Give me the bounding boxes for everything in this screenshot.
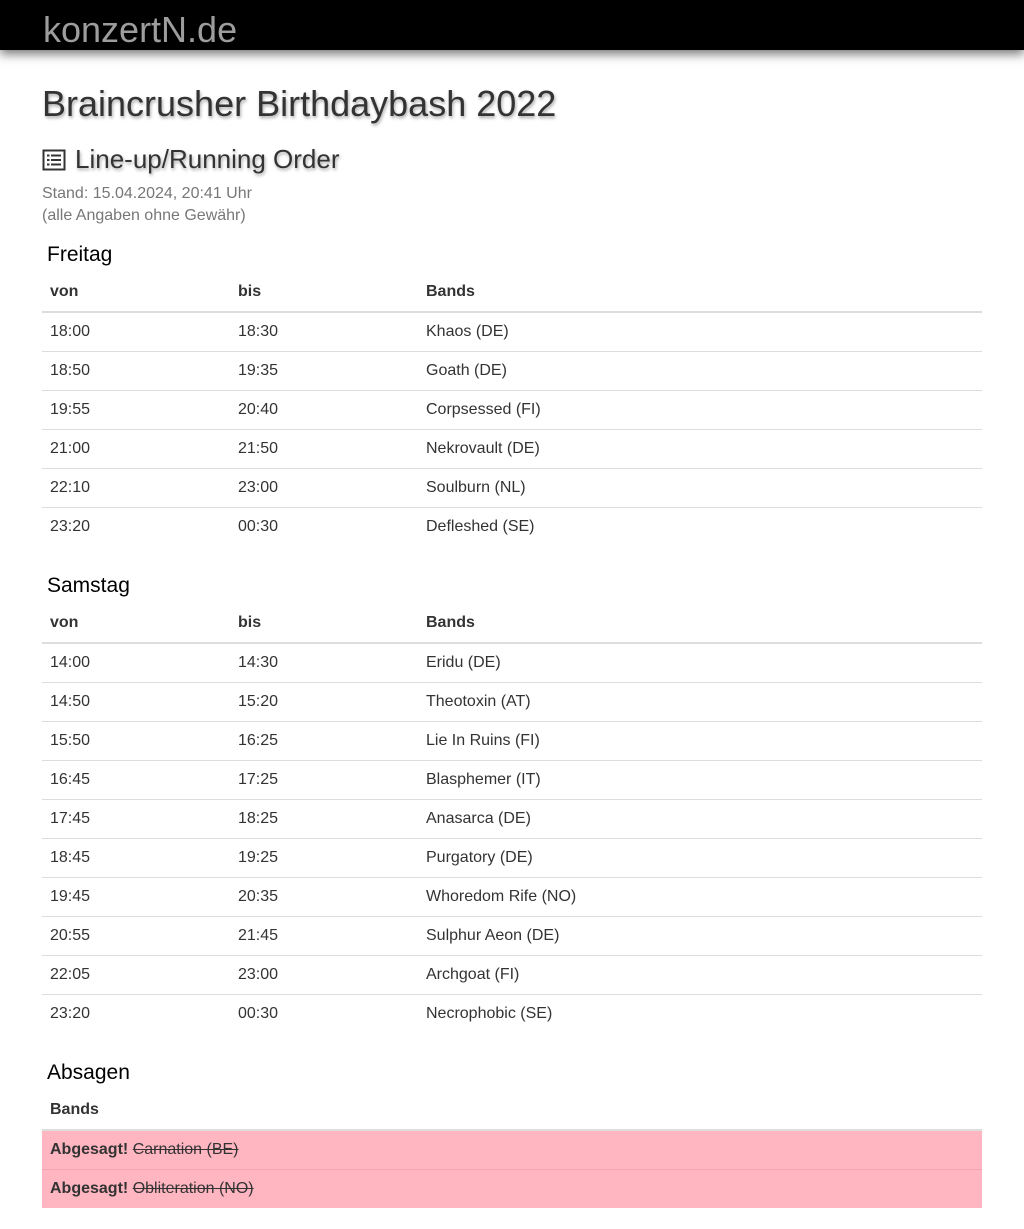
start-time: 15:50 <box>42 721 230 760</box>
end-time: 16:25 <box>230 721 418 760</box>
cancelled-cell <box>42 1169 982 1208</box>
column-header-bis: bis <box>230 272 418 312</box>
disclaimer: (alle Angaben ohne Gewähr) <box>42 207 246 224</box>
schedule-table-samstag <box>42 603 982 1033</box>
end-time: 23:00 <box>230 955 418 994</box>
band-name: Anasarca (DE) <box>418 799 982 838</box>
band-name: Corpsessed (FI) <box>418 390 982 429</box>
table-row <box>42 799 982 838</box>
band-name: Nekrovault (DE) <box>418 429 982 468</box>
column-header-bis: bis <box>230 603 418 643</box>
table-row <box>42 721 982 760</box>
start-time: 22:10 <box>42 468 230 507</box>
schedule-table-freitag <box>42 272 982 546</box>
start-time: 18:00 <box>50 322 91 340</box>
cancelled-row <box>42 1130 982 1169</box>
table-header-row <box>42 1090 982 1130</box>
section-title: Line-up/Running Order <box>75 144 340 174</box>
band-name: Goath (DE) <box>418 351 982 390</box>
start-time: 23:20 <box>42 994 230 1033</box>
band-name: Theotoxin (AT) <box>418 682 982 721</box>
band-name: Purgatory (DE) <box>418 838 982 877</box>
day-heading-freitag: Freitag <box>47 243 113 266</box>
start-time: 16:45 <box>42 760 230 799</box>
column-header-bands: Bands <box>42 1090 982 1130</box>
list-alt-icon <box>42 148 66 172</box>
table-row <box>42 390 982 429</box>
table-row <box>42 507 982 546</box>
start-time: 18:50 <box>42 351 230 390</box>
end-time: 23:00 <box>230 468 418 507</box>
band-name: Lie In Ruins (FI) <box>418 721 982 760</box>
end-time: 20:40 <box>230 390 418 429</box>
end-time: 21:45 <box>230 916 418 955</box>
cancelled-cell <box>42 1130 982 1169</box>
band-name: Eridu (DE) <box>426 653 501 671</box>
table-row <box>42 682 982 721</box>
end-time: 20:35 <box>230 877 418 916</box>
end-time: 18:25 <box>230 799 418 838</box>
table-row <box>42 643 982 682</box>
band-name: Blasphemer (IT) <box>418 760 982 799</box>
end-time: 00:30 <box>230 994 418 1033</box>
band-name: Archgoat (FI) <box>418 955 982 994</box>
section-heading <box>42 142 340 176</box>
cancelled-row <box>42 1169 982 1208</box>
column-header-von: von <box>42 603 230 643</box>
end-time: 17:25 <box>230 760 418 799</box>
band-name: Whoredom Rife (NO) <box>418 877 982 916</box>
start-time: 19:55 <box>42 390 230 429</box>
cancelled-band-name: Carnation (BE) <box>132 1140 239 1158</box>
top-navbar <box>0 0 1024 50</box>
start-time: 18:45 <box>42 838 230 877</box>
start-time: 14:50 <box>42 682 230 721</box>
day-heading-samstag: Samstag <box>47 574 130 597</box>
column-header-bands: Bands <box>418 272 982 312</box>
cancelled-tag: Abgesagt! <box>50 1179 129 1197</box>
table-row <box>42 994 982 1033</box>
start-time: 21:00 <box>42 429 230 468</box>
end-time: 19:25 <box>230 838 418 877</box>
start-time: 20:55 <box>42 916 230 955</box>
table-header-row <box>42 603 982 643</box>
table-row <box>42 955 982 994</box>
start-time: 23:20 <box>42 507 230 546</box>
start-time: 22:05 <box>42 955 230 994</box>
band-name: Khaos (DE) <box>426 322 509 340</box>
start-time: 14:00 <box>50 653 91 671</box>
end-time: 18:30 <box>238 322 279 340</box>
end-time: 19:35 <box>230 351 418 390</box>
table-row <box>42 760 982 799</box>
table-row <box>42 312 982 351</box>
cancellations-table <box>42 1090 982 1208</box>
cancelled-tag: Abgesagt! <box>50 1140 129 1158</box>
column-header-bands: Bands <box>418 603 982 643</box>
cancelled-band-name: Obliteration (NO) <box>132 1179 254 1197</box>
end-time: 14:30 <box>238 653 279 671</box>
table-header-row <box>42 272 982 312</box>
site-brand-link[interactable]: konzertN.de <box>43 9 238 50</box>
column-header-von: von <box>42 272 230 312</box>
start-time: 17:45 <box>42 799 230 838</box>
table-row <box>42 351 982 390</box>
page-title: Braincrusher Birthdaybash 2022 <box>42 83 557 124</box>
band-name: Soulburn (NL) <box>418 468 982 507</box>
start-time: 19:45 <box>42 877 230 916</box>
end-time: 21:50 <box>230 429 418 468</box>
band-name: Defleshed (SE) <box>418 507 982 546</box>
table-row <box>42 468 982 507</box>
end-time: 00:30 <box>230 507 418 546</box>
band-name: Sulphur Aeon (DE) <box>418 916 982 955</box>
table-row <box>42 916 982 955</box>
table-row <box>42 429 982 468</box>
end-time: 15:20 <box>230 682 418 721</box>
update-timestamp: Stand: 15.04.2024, 20:41 Uhr <box>42 185 252 202</box>
update-info <box>42 183 252 227</box>
cancellations-heading: Absagen <box>47 1061 130 1084</box>
table-row <box>42 877 982 916</box>
band-name: Necrophobic (SE) <box>418 994 982 1033</box>
table-row <box>42 838 982 877</box>
